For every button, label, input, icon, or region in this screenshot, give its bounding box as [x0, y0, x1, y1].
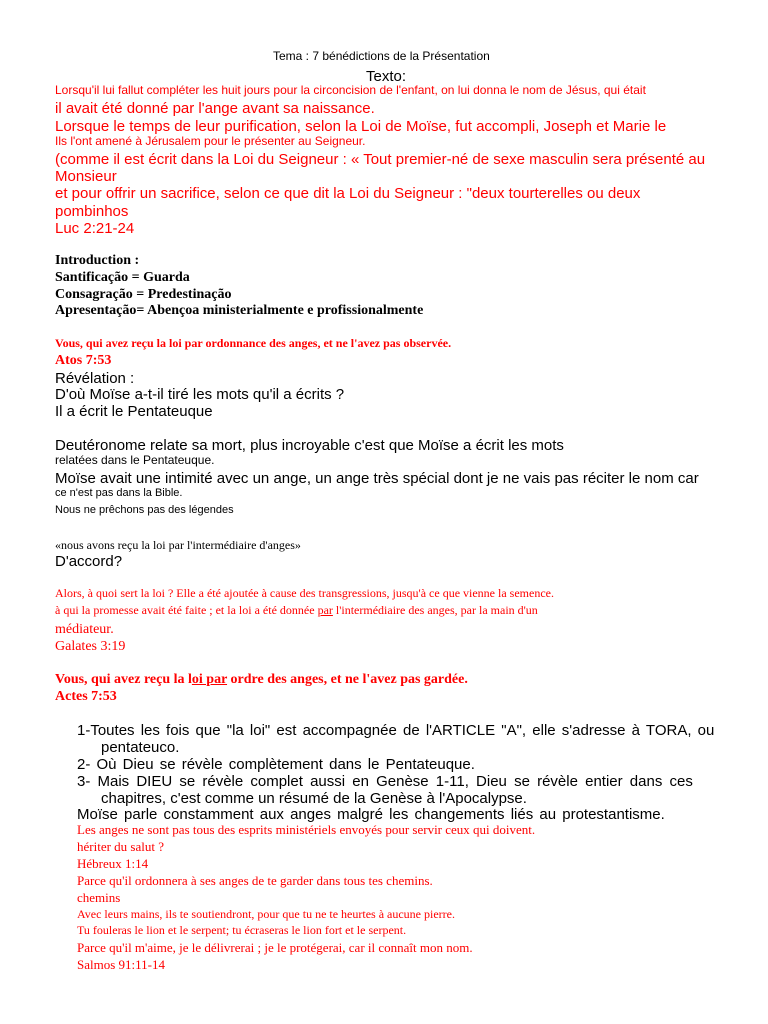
- psaume-line: Tu fouleras le lion et le serpent; tu écraseras le lion fort et le serpent.: [77, 923, 407, 937]
- body-line: ce n'est pas dans la Bible.: [55, 487, 183, 499]
- psaume-line: Parce qu'il ordonnera à ses anges de te garder dans tous tes chemins.: [77, 873, 433, 888]
- list-item: 3- Mais DIEU se révèle complet aussi en Genèse 1-11, Dieu se révèle entier dans ces: [77, 773, 693, 790]
- page-title: Tema : 7 bénédictions de la Présentation: [273, 49, 490, 63]
- quote-segment: ordre des anges, et ne l'avez pas gardée.: [227, 672, 468, 687]
- introduction-item: Apresentação= Abençoa ministerialmente e profissionalmente: [55, 303, 424, 318]
- reading-line: Lorsqu'il lui fallut compléter les huit jours pour la circoncision de l'enfant, on lui donna le nom de Jésus, qui était: [55, 83, 646, 97]
- psaume-line: Parce qu'il m'aime, je le délivrerai ; je le protégerai, car il connaît mon nom.: [77, 940, 473, 955]
- reading-line: (comme il est écrit dans la Loi du Seigneur : « Tout premier-né de sexe masculin sera présenté au: [55, 151, 706, 168]
- revelation-line: Révélation :: [55, 370, 135, 387]
- list-item: 2- Où Dieu se révèle complètement dans le Pentateuque.: [77, 756, 475, 773]
- quote-segment: Vous, qui avez reçu la l: [55, 672, 192, 687]
- reading-line: il avait été donné par l'ange avant sa naissance.: [55, 100, 375, 117]
- galates-line: Alors, à quoi sert la loi ? Elle a été ajoutée à cause des transgressions, jusqu'à ce que vienne la semence.: [55, 586, 554, 600]
- galates-line: [55, 604, 538, 618]
- quote-reference: Actes 7:53: [55, 689, 117, 704]
- body-line: Deutéronome relate sa mort, plus incroyable c'est que Moïse a écrit les mots: [55, 437, 564, 454]
- list-item-continuation: chapitres, c'est comme un résumé de la Genèse à l'Apocalypse.: [101, 790, 527, 807]
- quote-text: Vous, qui avez reçu la loi par ordonnance des anges, et ne l'avez pas observée.: [55, 336, 452, 350]
- body-line: Moïse avait une intimité avec un ange, un ange très spécial dont je ne vais pas réciter le nom car: [55, 470, 699, 487]
- reading-line: Monsieur: [55, 168, 117, 185]
- quote-text: [55, 672, 468, 688]
- reading-line: pombinhos: [55, 203, 129, 220]
- texto-label: Texto:: [366, 68, 407, 85]
- galates-reference: Galates 3:19: [55, 639, 126, 654]
- quote-reference: Atos 7:53: [55, 353, 112, 368]
- anges-quote: «nous avons reçu la loi par l'intermédiaire d'anges»: [55, 538, 301, 552]
- list-item: 1-Toutes les fois que "la loi" est accompagnée de l'ARTICLE "A", elle s'adresse à TORA, ou: [77, 722, 715, 739]
- revelation-line: Il a écrit le Pentateuque: [55, 403, 213, 420]
- galates-text: l'intermédiaire des anges, par la main d'un: [332, 603, 538, 617]
- psaume-line: chemins: [77, 890, 121, 905]
- reading-line: Lorsque le temps de leur purification, selon la Loi de Moïse, fut accompli, Joseph et Marie le: [55, 118, 667, 135]
- body-line: Moïse parle constamment aux anges malgré les changements liés au protestantisme.: [77, 806, 665, 823]
- reading-reference: Luc 2:21-24: [55, 220, 135, 237]
- body-line: Nous ne prêchons pas des légendes: [55, 504, 234, 516]
- reading-line: Ils l'ont amené à Jérusalem pour le présenter au Seigneur.: [55, 134, 366, 148]
- revelation-line: D'où Moïse a-t-il tiré les mots qu'il a écrits ?: [55, 386, 345, 403]
- galates-line: médiateur.: [55, 622, 114, 637]
- hebreux-reference: Hébreux 1:14: [77, 856, 149, 871]
- introduction-heading: Introduction :: [55, 253, 140, 268]
- introduction-item: Consagração = Predestinação: [55, 287, 232, 302]
- hebreux-line: hériter du salut ?: [77, 839, 164, 854]
- body-line: relatées dans le Pentateuque.: [55, 453, 215, 467]
- accord-line: D'accord?: [55, 553, 123, 570]
- list-item-continuation: pentateuco.: [101, 739, 180, 756]
- psaume-line: Avec leurs mains, ils te soutiendront, pour que tu ne te heurtes à aucune pierre.: [77, 907, 455, 921]
- quote-underlined: oi par: [191, 672, 228, 687]
- galates-underlined: par: [317, 603, 333, 617]
- galates-text: à qui la promesse avait été faite ; et la loi a été donnée: [55, 603, 318, 617]
- introduction-item: Santificação = Guarda: [55, 270, 190, 285]
- hebreux-line: Les anges ne sont pas tous des esprits ministériels envoyés pour servir ceux qui doivent.: [77, 822, 536, 837]
- psaume-reference: Salmos 91:11-14: [77, 957, 165, 972]
- reading-line: et pour offrir un sacrifice, selon ce que dit la Loi du Seigneur : "deux tourterelles ou deux: [55, 185, 641, 202]
